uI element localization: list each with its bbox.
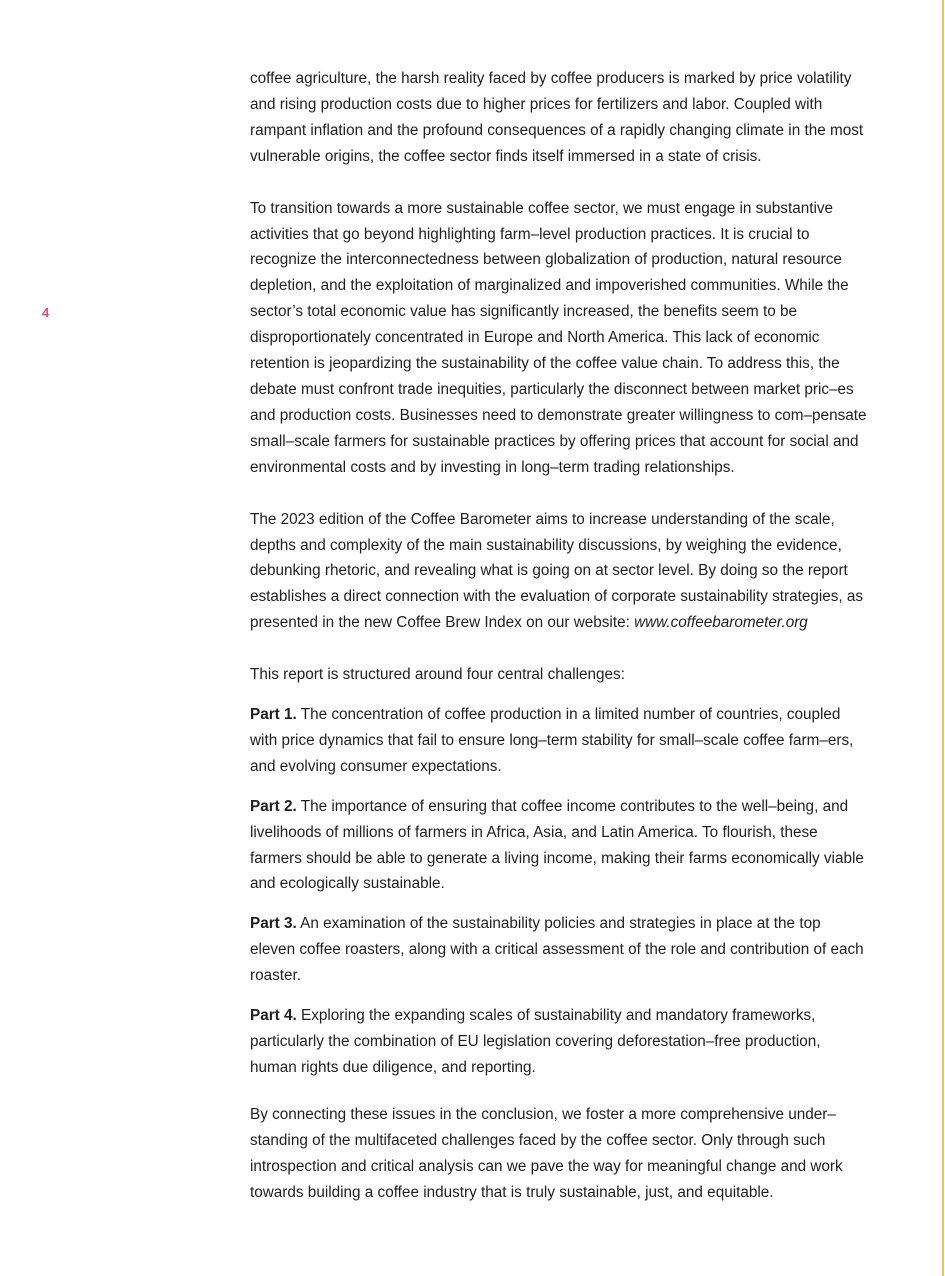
part-1-text: The concentration of coffee production in a limited number of countries, coupled with price dynamics that fail to ensure long–term stability for small–scale coffee farm–ers, and evolving consumer expectations. bbox=[250, 706, 854, 775]
part-4-label: Part 4. bbox=[250, 1007, 297, 1025]
page-edge-rule bbox=[942, 0, 944, 1276]
part-3-text: An examination of the sustainability policies and strategies in place at the top eleven coffee roasters, along with a critical assessment of the role and contribution of each roaster. bbox=[250, 915, 864, 985]
paragraph-structure-intro: This report is structured around four central challenges: bbox=[250, 666, 625, 684]
paragraph-barometer-text: The 2023 edition of the Coffee Barometer aims to increase understanding of the scale, depths and complexity of the main sustainability discussions, by weighing the evidence, debunking rhetoric, and revealing what is going on at sector level. By doing so the report establishes a direct connection with the evaluation of corporate sustainability strategies, as presented in the new Coffee Brew Index on our website: bbox=[250, 510, 864, 632]
part-2-item bbox=[250, 794, 868, 898]
part-3-label: Part 3. bbox=[250, 915, 297, 933]
website-link[interactable]: www.coffeebarometer.org bbox=[634, 614, 808, 632]
paragraph-conclusion: By connecting these issues in the conclusion, we foster a more comprehensive under–standing of the multifaceted challenges faced by the coffee sector. Only through such introspection and critical analysis can we pave the way for meaningful change and work towards building a coffee industry that is truly sustainable, just, and equitable. bbox=[250, 1105, 843, 1201]
part-4-item bbox=[250, 1003, 868, 1081]
body-text bbox=[250, 66, 868, 1205]
part-4-text: Exploring the expanding scales of sustainability and mandatory frameworks, particularly the combination of EU legislation covering deforestation–free production, human rights due diligence, and reporting. bbox=[250, 1007, 821, 1076]
part-1-label: Part 1. bbox=[250, 706, 297, 724]
paragraph-sustainable-transition: To transition towards a more sustainable coffee sector, we must engage in substantive activities that go beyond highlighting farm–level production practices. It is crucial to recognize the interconnectedness between globalization of production, natural resource depletion, and the exploitation of marginalized and impoverished communities. While the sector’s total economic value has significantly increased, the benefits seem to be disproportionately concentrated in Europe and North America. This lack of economic retention is jeopardizing the sustainability of the coffee value chain. To address this, the debate must confront trade inequities, particularly the disconnect between market pric–es and production costs. Businesses need to demonstrate greater willingness to com–pensate small–scale farmers for sustainable practices by offering prices that account for social and environmental costs and by investing in long–term trading relationships. bbox=[250, 199, 867, 476]
part-2-text: The importance of ensuring that coffee income contributes to the well–being, and livelihoods of millions of farmers in Africa, Asia, and Latin America. To flourish, these farmers should be able to generate a living income, making their farms economically viable and ecologically sustainable. bbox=[250, 797, 864, 893]
page-number: 4 bbox=[42, 305, 50, 320]
paragraph-barometer-aims bbox=[250, 507, 868, 637]
part-3-item bbox=[250, 911, 868, 989]
paragraph-intro-crisis: coffee agriculture, the harsh reality faced by coffee producers is marked by price volatility and rising production costs due to higher prices for fertilizers and labor. Coupled with rampant inflation and the profound consequences of a rapidly changing climate in the most vulnerable origins, the coffee sector finds itself immersed in a state of crisis. bbox=[250, 70, 864, 165]
part-1-item bbox=[250, 702, 868, 780]
part-2-label: Part 2. bbox=[250, 797, 297, 815]
